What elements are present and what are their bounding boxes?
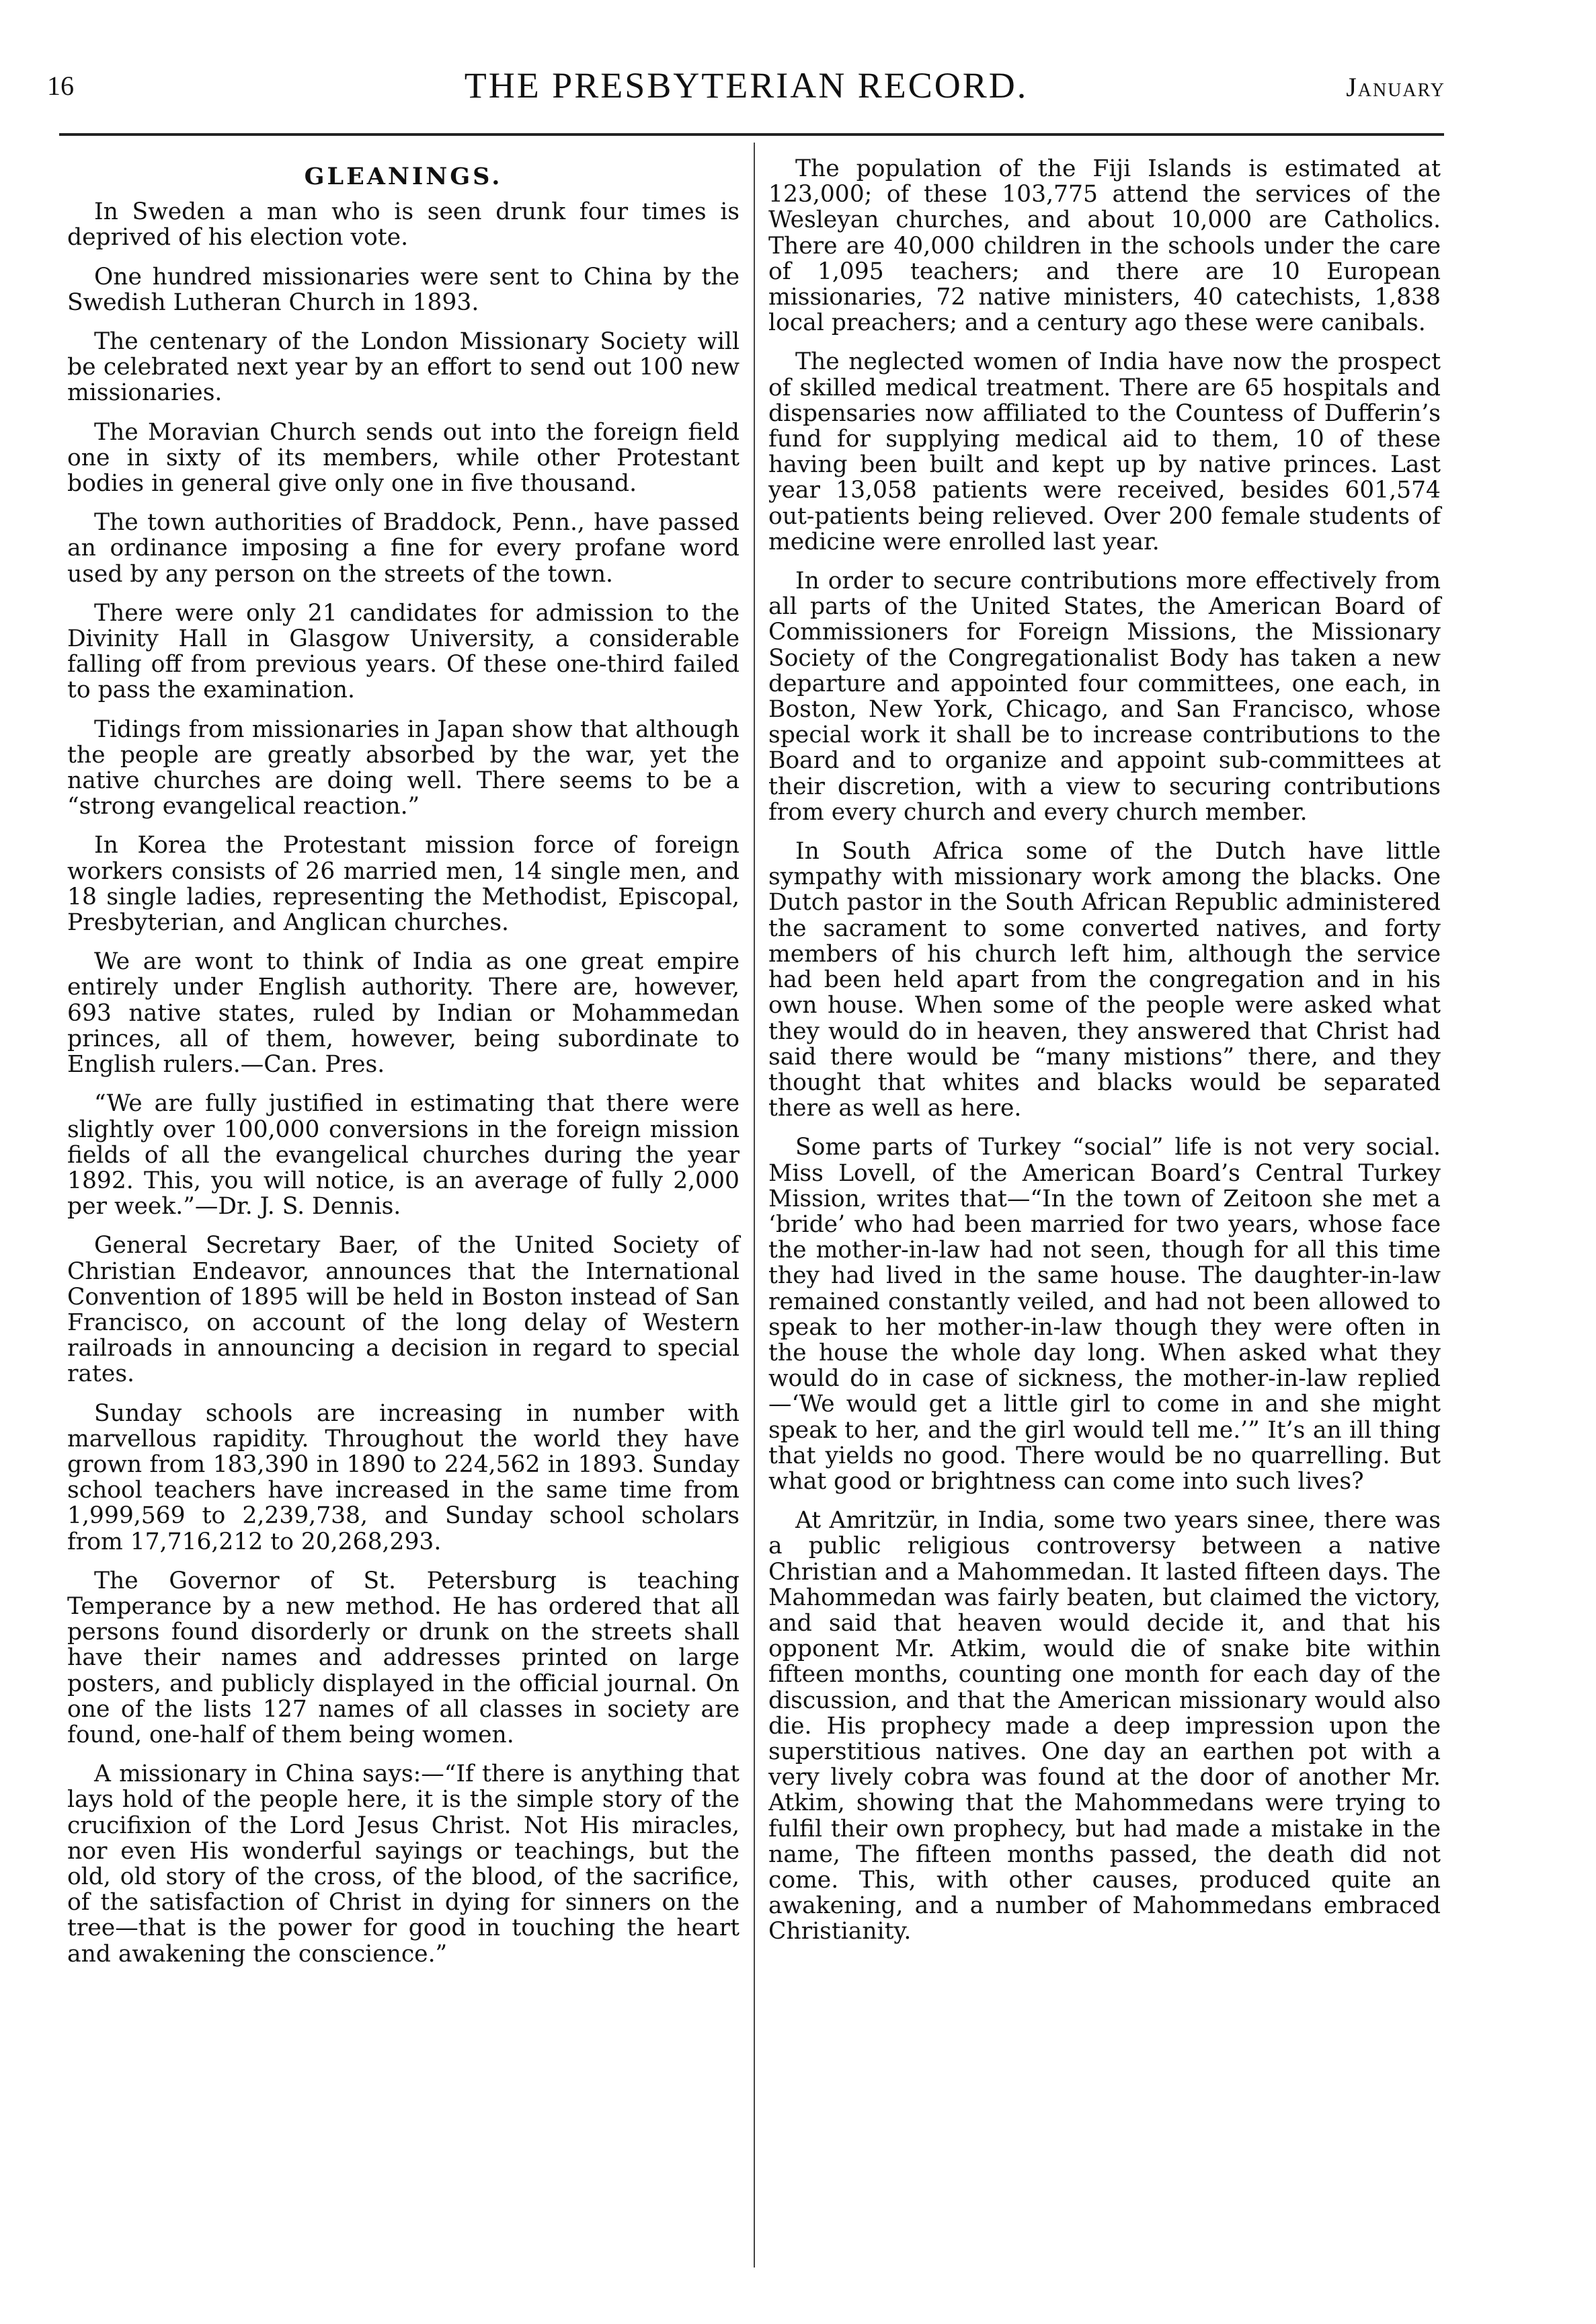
paragraph: The town authorities of Braddock, Penn., have passed an ordinance imposing a fine for every profane word used by any person on the streets of the town.: [67, 509, 740, 588]
paragraph: Sunday schools are increasing in number with marvellous rapidity. Throughout the world they have grown from 183,390 in 1890 to 224,562 in 1893. Sunday school teachers have increased in the same time from 1,999,569 to 2,239,738, and Sunday school scholars from 17,716,212 to 20,268,293.: [67, 1399, 740, 1555]
page-number: 16: [47, 71, 74, 101]
header-month: January: [1346, 72, 1445, 102]
paragraph: There were only 21 candidates for admission to the Divinity Hall in Glasgow University, a considerable falling off from previous years. Of these one-third failed to pass the examination.: [67, 599, 740, 704]
paragraph: Tidings from missionaries in Japan show that although the people are greatly absorbed by the war, yet the native churches are doing well. There seems to be a “strong evangelical reaction.”: [67, 715, 740, 820]
left-column: [67, 156, 740, 1980]
journal-title: THE PRESBYTERIAN RECORD.: [464, 65, 1029, 106]
paragraph: In Sweden a man who is seen drunk four times is deprived of his election vote.: [67, 198, 740, 251]
paragraph: Some parts of Turkey “social” life is not very social. Miss Lovell, of the American Board’s Central Turkey Mission, writes that—“In the town of Zeitoon she met a ‘bride’ who had been married for two years, whose face the mother-in-law had not seen, though for all this time they had lived in the same house. The daughter-in-law remained constantly veiled, and had not been allowed to speak to her mother-in-law though they were often in the house the whole day long. When asked what they would do in case of sickness, the mother-in-law replied—‘We would get a little girl to come in and she might speak to her, and the girl would tell me.’” It’s an ill thing that yields no good. There would be no quarrelling. But what good or brightness can come into such lives?: [768, 1134, 1441, 1495]
paragraph: In Korea the Protestant mission force of foreign workers consists of 26 married men, 14 single men, and 18 single ladies, representing the Methodist, Episcopal, Presbyterian, and Anglican churches.: [67, 832, 740, 937]
header-rule: [59, 133, 1444, 136]
column-divider: [754, 143, 755, 2268]
paragraph: The Moravian Church sends out into the foreign field one in sixty of its members, while other Protestant bodies in general give only one in five thousand.: [67, 418, 740, 498]
page-header: [47, 65, 1445, 112]
paragraph: At Amritzür, in India, some two years sinee, there was a public religious controversy between a native Christian and a Mahommedan. It lasted fifteen days. The Mahommedan was fairly beaten, but claimed the victory, and said that heaven would decide it, and that his opponent Mr. Atkim, would die of snake bite within fifteen months, counting one month for each day of the discussion, and that the American missionary would also die. His prophecy made a deep impression upon the superstitious natives. One day an earthen pot with a very lively cobra was found at the door of another Mr. Atkim, showing that the Mahommedans were trying to fulfil their own prophecy, but had made a mistake in the name, The fifteen months passed, the death did not come. This, with other causes, produced quite an awakening, and a number of Mahommedans embraced Christianity.: [768, 1507, 1441, 1945]
paragraph: The centenary of the London Missionary Society will be celebrated next year by an effort to send out 100 new missionaries.: [67, 328, 740, 407]
paragraph: One hundred missionaries were sent to China by the Swedish Lutheran Church in 1893.: [67, 263, 740, 316]
paragraph: The neglected women of India have now the prospect of skilled medical treatment. There are 65 hospitals and dispensaries now affiliated to the Countess of Dufferin’s fund for supplying medical aid to them, 10 of these having been built and kept up by native princes. Last year 13,058 patients were received, besides 601,574 out-patients being relieved. Over 200 female students of medicine were enrolled last year.: [768, 348, 1441, 555]
section-title: GLEANINGS.: [304, 163, 503, 190]
paragraph: General Secretary Baer, of the United Society of Christian Endeavor, announces that the International Convention of 1895 will be held in Boston instead of San Francisco, on account of the long delay of Western railroads in announcing a decision in regard to special rates.: [67, 1232, 740, 1388]
paragraph: We are wont to think of India as one great empire entirely under English authority. There are, however, 693 native states, ruled by Indian or Mohammedan princes, all of them, however, being subordinate to English rulers.—Can. Pres.: [67, 948, 740, 1079]
paragraph: The Governor of St. Petersburg is teaching Temperance by a new method. He has ordered that all persons found disorderly or drunk on the streets shall have their names and addresses printed on large posters, and publicly displayed in the official journal. On one of the lists 127 names of all classes in society are found, one-half of them being women.: [67, 1567, 740, 1748]
paragraph: In order to secure contributions more effectively from all parts of the United States, the American Board of Commissioners for Foreign Missions, the Missionary Society of the Congregationalist Body has taken a new departure and appointed four committees, one each, in Boston, New York, Chicago, and San Francisco, whose special work it shall be to increase contributions to the Board and to organize and appoint sub-committees at their discretion, with a view to securing contributions from every church and every church member.: [768, 568, 1441, 826]
paragraph: A missionary in China says:—“If there is anything that lays hold of the people here, it is the simple story of the crucifixion of the Lord Jesus Christ. Not His miracles, nor even His wonderful sayings or teachings, but the old, old story of the cross, of the blood, of the sacrifice, of the satisfaction of Christ in dying for sinners on the tree—that is the power for good in touching the heart and awakening the conscience.”: [67, 1760, 740, 1968]
paragraph: “We are fully justified in estimating that there were slightly over 100,000 conversions in the foreign mission fields of all the evangelical churches during the year 1892. This, you will notice, is an average of fully 2,000 per week.”—Dr. J. S. Dennis.: [67, 1090, 740, 1221]
paragraph: The population of the Fiji Islands is estimated at 123,000; of these 103,775 attend the services of the Wesleyan churches, and about 10,000 are Catholics. There are 40,000 children in the schools under the care of 1,095 teachers; and there are 10 European missionaries, 72 native ministers, 40 catechists, 1,838 local preachers; and a century ago these were canibals.: [768, 155, 1441, 337]
paragraph: In South Africa some of the Dutch have little sympathy with missionary work among the blacks. One Dutch pastor in the South African Republic administered the sacrament to some converted natives, and forty members of his church left him, although the service had been held apart from the congregation and in his own house. When some of the people were asked what they would do in heaven, they answered that Christ had said there would be “many mistions” there, and they thought that whites and blacks would be separated there as well as here.: [768, 838, 1441, 1122]
right-column: [768, 156, 1441, 1958]
